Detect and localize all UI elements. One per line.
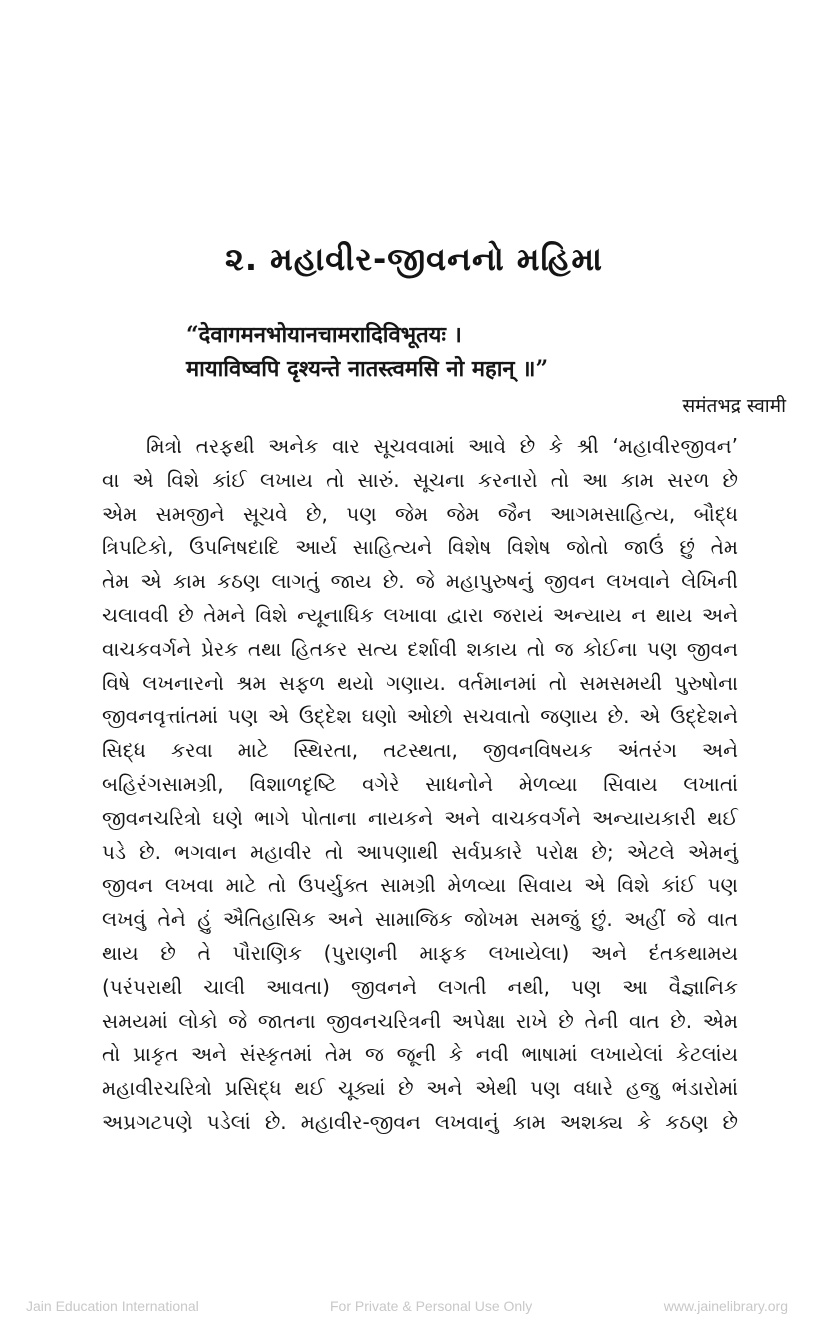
chapter-title: ૨. મહાવીર-જીવનનો મહિમા (225, 240, 603, 278)
footer-publisher: Jain Education International (26, 1298, 199, 1314)
text-line: એમ સમજીને સૂચવે છે, પણ જેમ જેમ જૈન આગમસાહિત્ય, બૌદ્ધ (102, 501, 738, 526)
text-line: તેમ એ કામ કઠણ લાગતું જાય છે. જે મહાપુરુષનું જીવન લખવાને લેખિની (102, 569, 738, 594)
text-line: લખવું તેને હું ઐતિહાસિક અને સામાજિક જોખમ સમજું છું. અહીં જે વાત (102, 907, 738, 932)
sanskrit-epigraph (186, 318, 786, 386)
text-line: વાચકવર્ગને પ્રેરક તથા હિતકર સત્ય દર્શાવી શકાય તો જ કોઈના પણ જીવન (102, 636, 738, 661)
text-line: જીવન લખવા માટે તો ઉપર્યુક્ત સામગ્રી મેળવ્યા સિવાય એ વિશે કાંઈ પણ (102, 873, 738, 898)
epigraph-line: “देवागमनभोयानचामरादिविभूतयः । (186, 322, 462, 348)
footer (0, 1298, 828, 1318)
text-line: બહિરંગસામગ્રી, વિશાળદૃષ્ટિ વગેરે સાધનોને મેળવ્યા સિવાય લખાતાં (102, 771, 738, 796)
text-line: વિષે લખનારનો શ્રમ સફળ થયો ગણાય. વર્તમાનમાં તો સમસમયી પુરુષોના (102, 670, 738, 695)
text-line: થાય છે તે પૌરાણિક (પુરાણની માફક લખાયેલા) અને દંતકથામય (102, 940, 738, 965)
text-line: સિદ્ધ કરવા માટે સ્થિરતા, તટસ્થતા, જીવનવિષયક અંતરંગ અને (102, 738, 738, 763)
body-paragraph (102, 430, 738, 1140)
text-line: મિત્રો તરફથી અનેક વાર સૂચવવામાં આવે છે કે શ્રી ‘મહાવીરજીવન’ (146, 434, 738, 458)
epigraph-author: समंतभद्र स्वामी (682, 395, 786, 417)
footer-website-link[interactable]: www.jainelibrary.org (663, 1298, 788, 1314)
text-line: અપ્રગટપણે પડેલાં છે. મહાવીર-જીવન લખવાનું કામ અશક્ય કે કઠણ છે (102, 1109, 738, 1134)
text-line: ત્રિપટિકો, ઉપનિષદાદિ આર્ય સાહિત્યને વિશેષ વિશેષ જોતો જાઉં છું તેમ (102, 535, 738, 560)
epigraph-line: मायाविष्वपि दृश्यन्ते नातस्त्वमसि नो महान् ॥” (186, 356, 549, 382)
text-line: વા એ વિશે કાંઈ લખાય તો સારું. સૂચના કરનારો તો આ કામ સરળ છે (102, 467, 738, 492)
text-line: પડે છે. ભગવાન મહાવીર તો આપણાથી સર્વપ્રકારે પરોક્ષ છે; એટલે એમનું (102, 839, 738, 864)
footer-usage-note: For Private & Personal Use Only (330, 1298, 533, 1314)
text-line: ચલાવવી છે તેમને વિશે ન્યૂનાધિક લખાવા દ્વારા જરાયં અન્યાય ન થાય અને (102, 602, 738, 627)
text-line: મહાવીરચરિત્રો પ્રસિદ્ધ થઈ ચૂક્યાં છે અને એથી પણ વધારે હજુ ભંડારોમાં (102, 1076, 738, 1101)
text-line: સમયમાં લોકો જે જાતના જીવનચરિત્રની અપેક્ષા રાખે છે તેની વાત છે. એમ (102, 1008, 738, 1033)
text-line: તો પ્રાકૃત અને સંસ્કૃતમાં તેમ જ જૂની કે નવી ભાષામાં લખાયેલાં કેટલાંય (102, 1042, 738, 1067)
text-line: જીવનવૃત્તાંતમાં પણ એ ઉદ્દેશ ઘણો ઓછો સચવાતો જણાય છે. એ ઉદ્દેશને (102, 704, 738, 729)
text-line: (પરંપરાથી ચાલી આવતા) જીવનને લગતી નથી, પણ આ વૈજ્ઞાનિક (102, 974, 738, 999)
text-line: જીવનચરિત્રો ઘણે ભાગે પોતાના નાયકને અને વાચકવર્ગને અન્યાયકારી થઈ (102, 805, 738, 830)
